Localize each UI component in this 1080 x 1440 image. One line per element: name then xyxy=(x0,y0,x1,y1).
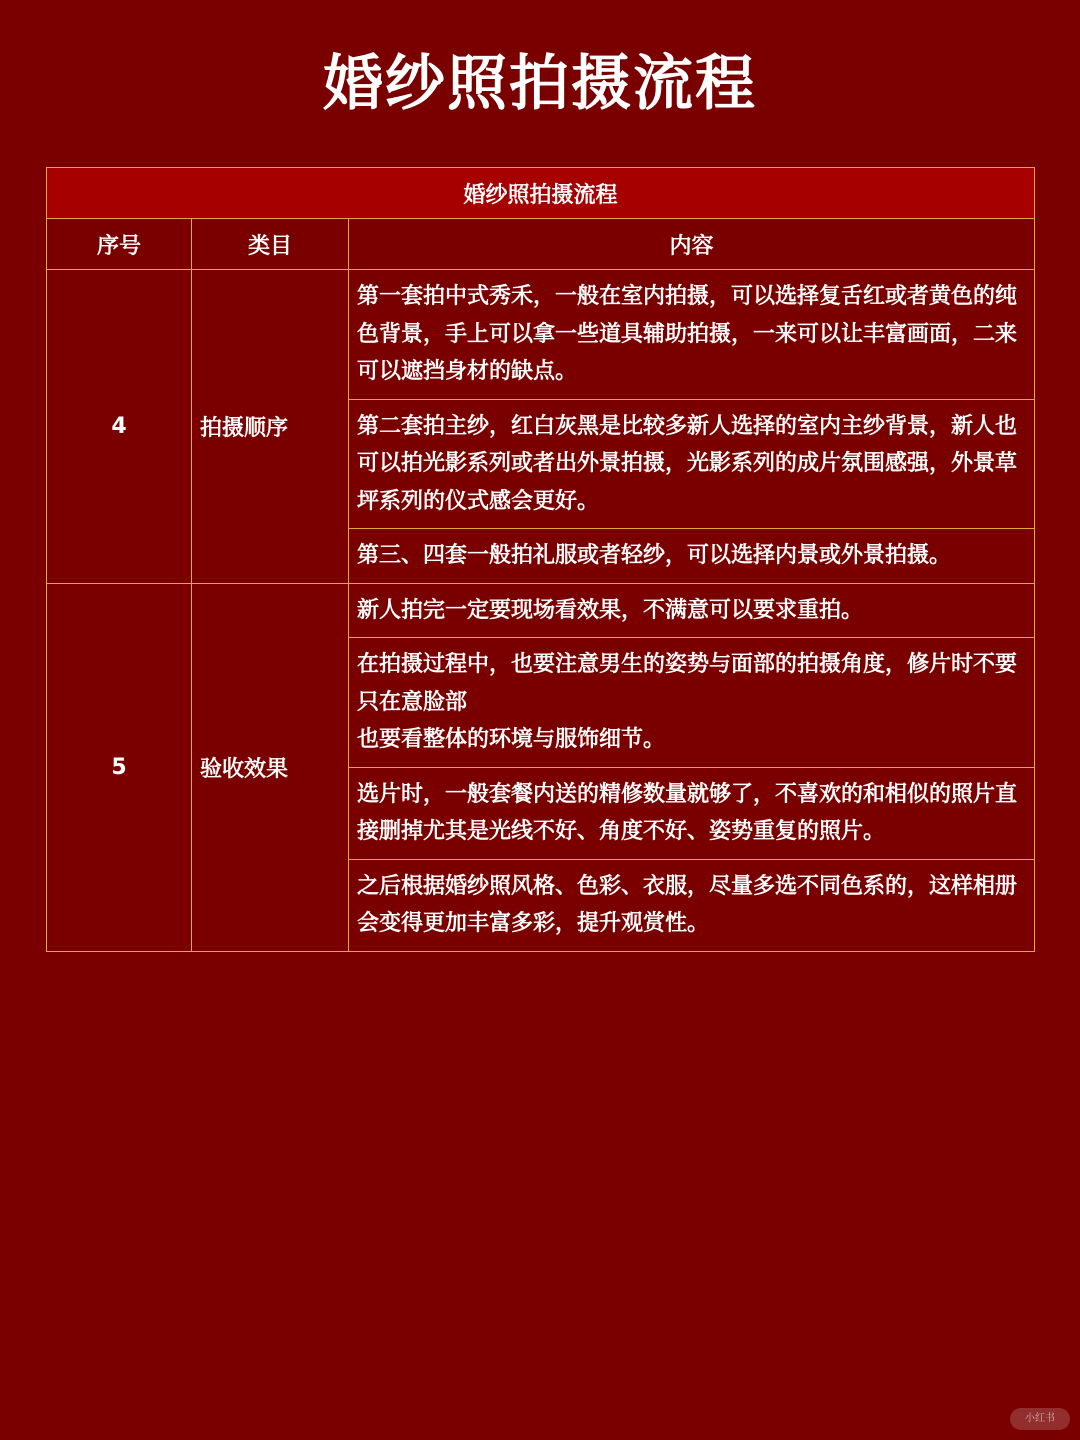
page-title: 婚纱照拍摄流程 xyxy=(323,49,757,119)
table-row xyxy=(47,270,1035,400)
table-header-row xyxy=(47,219,1035,270)
table-row xyxy=(47,583,1035,638)
header-category: 类目 xyxy=(192,219,349,270)
row-content: 在拍摄过程中，也要注意男生的姿势与面部的拍摄角度，修片时不要只在意脸部 也要看整体的环境与服饰细节。 xyxy=(349,638,1035,768)
row-number: 5 xyxy=(47,583,192,951)
row-content: 之后根据婚纱照风格、色彩、衣服，尽量多选不同色系的，这样相册会变得更加丰富多彩，提升观赏性。 xyxy=(349,859,1035,951)
row-content: 选片时，一般套餐内送的精修数量就够了，不喜欢的和相似的照片直接删掉尤其是光线不好、角度不好、姿势重复的照片。 xyxy=(349,767,1035,859)
watermark-logo: 小红书 xyxy=(1010,1408,1070,1430)
row-content: 第一套拍中式秀禾，一般在室内拍摄，可以选择复舌红或者黄色的纯色背景，手上可以拿一些道具辅助拍摄，一来可以让丰富画面，二来可以遮挡身材的缺点。 xyxy=(349,270,1035,400)
table-caption-row xyxy=(47,168,1035,219)
header-number: 序号 xyxy=(47,219,192,270)
row-category: 拍摄顺序 xyxy=(192,270,349,584)
flow-table xyxy=(46,167,1035,952)
row-content: 第三、四套一般拍礼服或者轻纱，可以选择内景或外景拍摄。 xyxy=(349,529,1035,584)
row-content: 第二套拍主纱，红白灰黑是比较多新人选择的室内主纱背景，新人也可以拍光影系列或者出外景拍摄，光影系列的成片氛围感强，外景草坪系列的仪式感会更好。 xyxy=(349,399,1035,529)
row-category: 验收效果 xyxy=(192,583,349,951)
table-caption: 婚纱照拍摄流程 xyxy=(47,168,1035,219)
row-content: 新人拍完一定要现场看效果，不满意可以要求重拍。 xyxy=(349,583,1035,638)
row-number: 4 xyxy=(47,270,192,584)
header-content: 内容 xyxy=(349,219,1035,270)
